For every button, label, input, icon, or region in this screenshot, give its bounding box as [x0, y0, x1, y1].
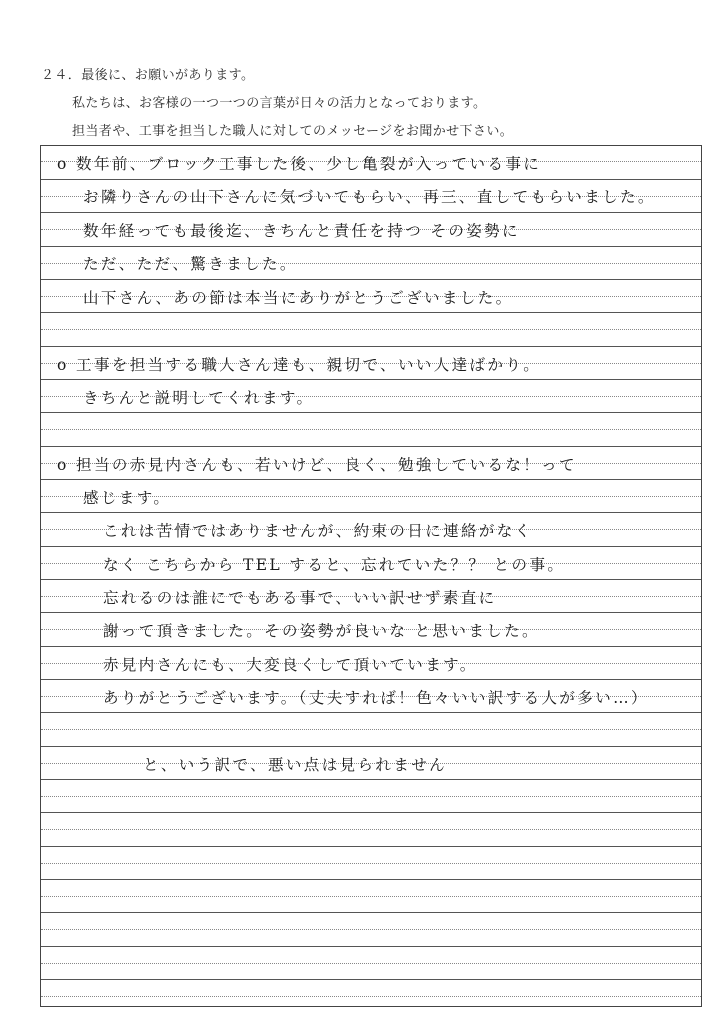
ruled-line	[41, 329, 701, 330]
ruled-line	[41, 512, 701, 513]
question-subtext-1: 私たちは、お客様の一つ一つの言葉が日々の活力となっております。	[72, 96, 487, 111]
ruled-line	[41, 829, 701, 830]
handwritten-line: これは苦情ではありませんが、約束の日に連絡がなく	[103, 522, 533, 540]
handwritten-line: o 工事を担当する職人さん達も、親切で、いい人達ばかり。	[57, 356, 542, 374]
ruled-line	[41, 479, 701, 480]
ruled-line	[41, 896, 701, 897]
handwritten-line: 謝って頂きました。その姿勢が良いな と思いました。	[103, 622, 540, 640]
ruled-line	[41, 312, 701, 313]
handwritten-line: きちんと説明してくれます。	[83, 389, 315, 407]
ruled-line	[41, 712, 701, 713]
handwritten-line: お隣りさんの山下さんに気づいてもらい、再三、直してもらいました。	[83, 188, 656, 206]
ruled-line	[41, 996, 701, 997]
ruled-line	[41, 746, 701, 747]
handwritten-line: 数年経っても最後迄、きちんと責任を持つ その姿勢に	[83, 222, 520, 240]
ruled-line	[41, 446, 701, 447]
ruled-line	[41, 379, 701, 380]
handwritten-line: ありがとうございます。（丈夫すれば！色々いい訳する人が多い…）	[103, 689, 649, 707]
ruled-line	[41, 863, 701, 864]
handwritten-line: 赤見内さんにも、大変良くして頂いています。	[103, 656, 478, 674]
handwritten-line: o 担当の赤見内さんも、若いけど、良く、勉強しているな！って	[57, 456, 577, 474]
ruled-line	[41, 546, 701, 547]
ruled-line	[41, 212, 701, 213]
ruled-line	[41, 429, 701, 430]
ruled-line	[41, 779, 701, 780]
question-title: ２４．最後に、お願いがあります。	[41, 68, 255, 83]
ruled-line	[41, 579, 701, 580]
ruled-line	[41, 812, 701, 813]
ruled-line	[41, 879, 701, 880]
ruled-line	[41, 946, 701, 947]
ruled-line	[41, 979, 701, 980]
ruled-line	[41, 612, 701, 613]
handwritten-line: なく こちらから TEL すると、忘れていた？？ との事。	[103, 556, 566, 574]
ruled-line	[41, 412, 701, 413]
ruled-line	[41, 279, 701, 280]
handwritten-line: 忘れるのは誰にでもある事で、いい訳せず素直に	[103, 589, 497, 607]
ruled-line	[41, 729, 701, 730]
question-subtext-2: 担当者や、工事を担当した職人に対してのメッセージをお聞かせ下さい。	[72, 124, 514, 139]
answer-area[interactable]	[40, 145, 702, 1007]
ruled-line	[41, 179, 701, 180]
handwritten-line: ただ、ただ、驚きました。	[83, 255, 298, 273]
ruled-line	[41, 929, 701, 930]
ruled-line	[41, 963, 701, 964]
ruled-line	[41, 796, 701, 797]
ruled-line	[41, 846, 701, 847]
handwritten-line: 山下さん、あの節は本当にありがとうございました。	[83, 289, 514, 307]
ruled-line	[41, 246, 701, 247]
ruled-line	[41, 912, 701, 913]
handwritten-line: o 数年前、ブロック工事した後、少し亀裂が入っている事に	[57, 155, 542, 173]
ruled-line	[41, 346, 701, 347]
handwritten-line: 感じます。	[83, 489, 172, 507]
handwritten-line: と、いう訳で、悪い点は見られません	[143, 756, 447, 774]
ruled-line	[41, 679, 701, 680]
ruled-line	[41, 646, 701, 647]
